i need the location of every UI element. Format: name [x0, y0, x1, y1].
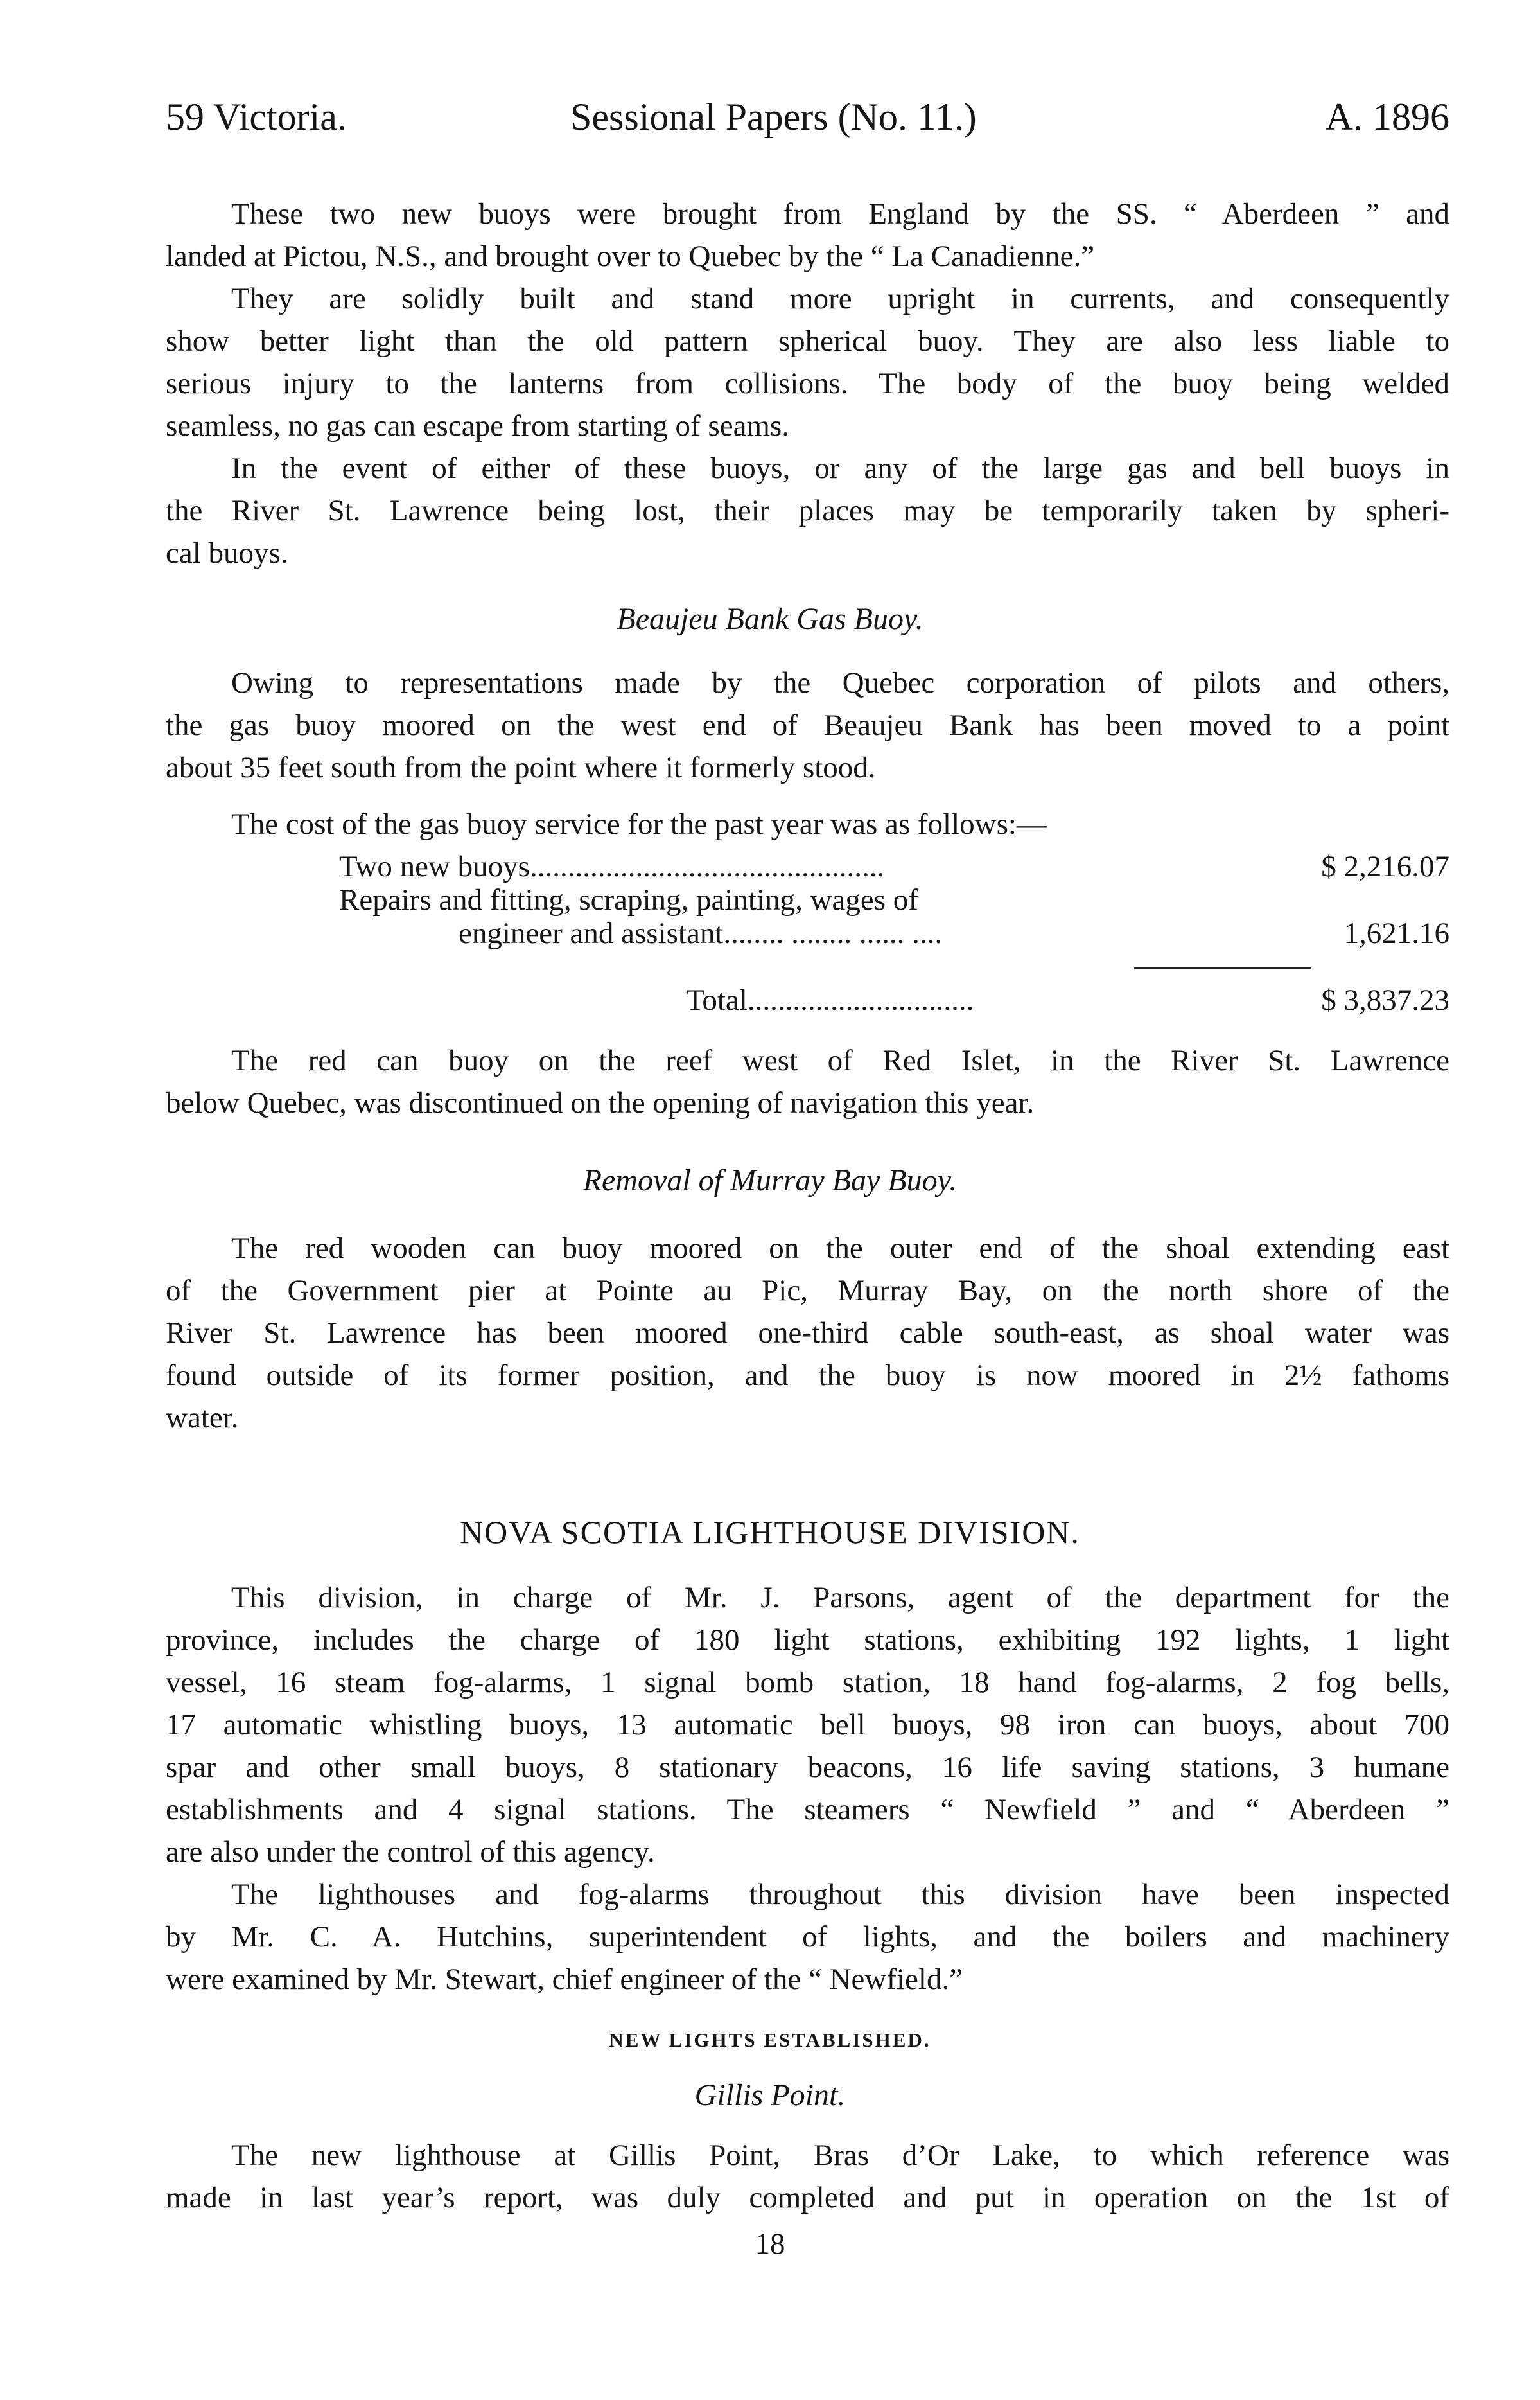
text-line: water. [166, 1401, 239, 1434]
text-line: establishments and 4 signal stations. The steamers “ Newfield ” and “ Aberdeen ” [166, 1793, 1449, 1826]
text-line: River St. Lawrence has been moored one-third cable south-east, as shoal water was [166, 1316, 1449, 1350]
heading-gillis-point: Gillis Point. [694, 2078, 846, 2112]
cost-item-repairs-label-a: Repairs and fitting, scraping, painting, wages of [339, 883, 918, 917]
cost-intro: The cost of the gas buoy service for the past year was as follows:— [231, 807, 1047, 841]
total-rule [1134, 967, 1311, 969]
paragraph-buoys-design [166, 278, 1449, 447]
cost-total-label: Total.............................. [686, 984, 974, 1017]
paragraph-inspection [166, 1873, 1449, 2000]
text-line: The red wooden can buoy moored on the outer end of the shoal extending east [231, 1231, 1449, 1265]
text-line: These two new buoys were brought from England by the SS. “ Aberdeen ” and [231, 197, 1449, 231]
text-line: The lighthouses and fog-alarms throughout this division have been inspected [231, 1878, 1449, 1911]
text-line: cal buoys. [166, 536, 288, 570]
paragraph-spherical-buoys [166, 447, 1449, 574]
text-line: Owing to representations made by the Quebec corporation of pilots and others, [231, 666, 1449, 700]
text-line: They are solidly built and stand more upright in currents, and consequently [231, 282, 1449, 315]
heading-beaujeu-bank: Beaujeu Bank Gas Buoy. [617, 602, 923, 636]
paragraph-beaujeu-move [166, 662, 1449, 789]
running-header [166, 95, 1449, 146]
cost-item-repairs-label-b: engineer and assistant........ ........ ...... .... [459, 917, 943, 950]
cost-total-amount: $ 3,837.23 [1321, 984, 1449, 1017]
heading-nova-scotia: NOVA SCOTIA LIGHTHOUSE DIVISION. [460, 1514, 1080, 1550]
text-line: below Quebec, was discontinued on the opening of navigation this year. [166, 1086, 1035, 1120]
text-line: spar and other small buoys, 8 stationary beacons, 16 life saving stations, 3 humane [166, 1751, 1449, 1784]
text-line: In the event of either of these buoys, or any of the large gas and bell buoys in [231, 452, 1449, 485]
paragraph-buoys-origin [166, 193, 1449, 278]
text-line: province, includes the charge of 180 light stations, exhibiting 192 lights, 1 light [166, 1623, 1449, 1657]
text-line: are also under the control of this agency. [166, 1835, 655, 1869]
paragraph-murray-bay [166, 1227, 1449, 1439]
cost-item-buoys-label: Two new buoys............................................... [339, 850, 885, 883]
text-line: show better light than the old pattern spherical buoy. They are also less liable to [166, 324, 1449, 358]
cost-table [166, 807, 1449, 1025]
text-line: found outside of its former position, and the buoy is now moored in 2½ fathoms [166, 1359, 1449, 1392]
header-year: A. 1896 [1325, 96, 1449, 138]
cost-item-repairs-amount: 1,621.16 [1343, 917, 1449, 950]
text-line: vessel, 16 steam fog-alarms, 1 signal bomb station, 18 hand fog-alarms, 2 fog bells, [166, 1666, 1449, 1699]
text-line: the River St. Lawrence being lost, their places may be temporarily taken by spheri- [166, 494, 1449, 527]
text-line: serious injury to the lanterns from collisions. The body of the buoy being welded [166, 367, 1449, 400]
text-line: the gas buoy moored on the west end of Beaujeu Bank has been moved to a point [166, 709, 1449, 742]
header-title: Sessional Papers (No. 11.) [570, 96, 977, 138]
paragraph-division-summary [166, 1576, 1449, 1873]
text-line: landed at Pictou, N.S., and brought over to Quebec by the “ La Canadienne.” [166, 240, 1095, 273]
text-line: by Mr. C. A. Hutchins, superintendent of lights, and the boilers and machinery [166, 1920, 1449, 1954]
header-session: 59 Victoria. [166, 96, 347, 138]
heading-murray-bay: Removal of Murray Bay Buoy. [582, 1163, 958, 1197]
paragraph-red-islet [166, 1039, 1449, 1124]
paragraph-gillis-point [166, 2134, 1449, 2219]
text-line: The red can buoy on the reef west of Red Islet, in the River St. Lawrence [231, 1044, 1449, 1077]
cost-item-buoys-amount: $ 2,216.07 [1321, 850, 1449, 883]
text-line: about 35 feet south from the point where it formerly stood. [166, 751, 876, 784]
text-line: 17 automatic whistling buoys, 13 automatic bell buoys, 98 iron can buoys, about 700 [166, 1708, 1449, 1742]
text-line: The new lighthouse at Gillis Point, Bras d’Or Lake, to which reference was [231, 2139, 1449, 2172]
text-line: This division, in charge of Mr. J. Parsons, agent of the department for the [231, 1581, 1449, 1614]
heading-new-lights: NEW LIGHTS ESTABLISHED. [609, 2029, 931, 2051]
text-line: seamless, no gas can escape from starting of seams. [166, 409, 790, 443]
text-line: made in last year’s report, was duly completed and put in operation on the 1st of [166, 2181, 1449, 2214]
text-line: were examined by Mr. Stewart, chief engineer of the “ Newfield.” [166, 1963, 963, 1996]
text-line: of the Government pier at Pointe au Pic, Murray Bay, on the north shore of the [166, 1274, 1449, 1307]
page-number: 18 [755, 2227, 785, 2261]
